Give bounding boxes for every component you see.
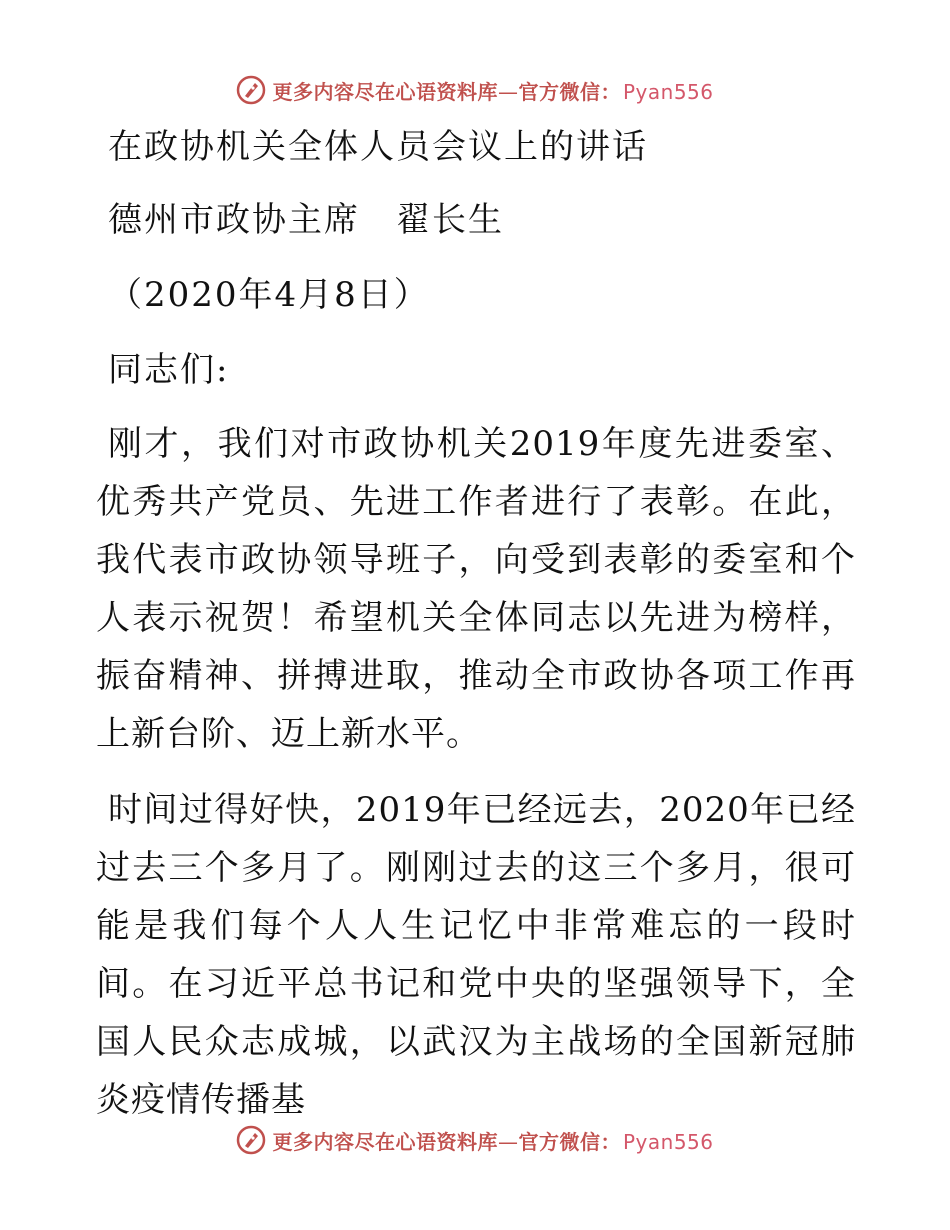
watermark-main-text: 更多内容尽在心语资料库 bbox=[272, 79, 498, 104]
document-salutation: 同志们: bbox=[108, 350, 230, 390]
document-speaker: 德州市政协主席 翟长生 bbox=[108, 200, 504, 240]
watermark-banner-bottom bbox=[0, 1120, 950, 1160]
watermark-tag: 官方微信： bbox=[518, 79, 621, 104]
body-paragraph-1: 刚才，我们对市政协机关2019年度先进委室、优秀共产党员、先进工作者进行了表彰。在此，我代表市政协领导班子，向受到表彰的委室和个人表示祝贺！希望机关全体同志以先进为榜样，振奋精神、拼搏进取，推动全市政协各项工作再上新台阶、迈上新水平。 bbox=[96, 424, 856, 754]
pen-nib-circle-logo bbox=[236, 1125, 266, 1155]
watermark-tag: 官方微信： bbox=[518, 1129, 621, 1154]
watermark-dash: — bbox=[497, 79, 519, 104]
body-paragraph-2: 时间过得好快，2019年已经远去，2020年已经过去三个多月了。刚刚过去的这三个多月，很可能是我们每个人人生记忆中非常难忘的一段时间。在习近平总书记和党中央的坚强领导下，全国人民众志成城，以武汉为主战场的全国新冠肺炎疫情传播基 bbox=[96, 790, 856, 1120]
watermark-text bbox=[272, 76, 713, 105]
document-date: （2020年4月8日） bbox=[108, 275, 430, 315]
watermark-dash: — bbox=[497, 1129, 519, 1154]
watermark-text bbox=[272, 1126, 713, 1155]
document-title: 在政协机关全体人员会议上的讲话 bbox=[108, 127, 648, 167]
watermark-main-text: 更多内容尽在心语资料库 bbox=[272, 1129, 498, 1154]
watermark-banner-top bbox=[0, 70, 950, 110]
watermark-handle: Pyan556 bbox=[622, 79, 714, 104]
pen-nib-circle-logo bbox=[236, 75, 266, 105]
watermark-handle: Pyan556 bbox=[622, 1129, 714, 1154]
